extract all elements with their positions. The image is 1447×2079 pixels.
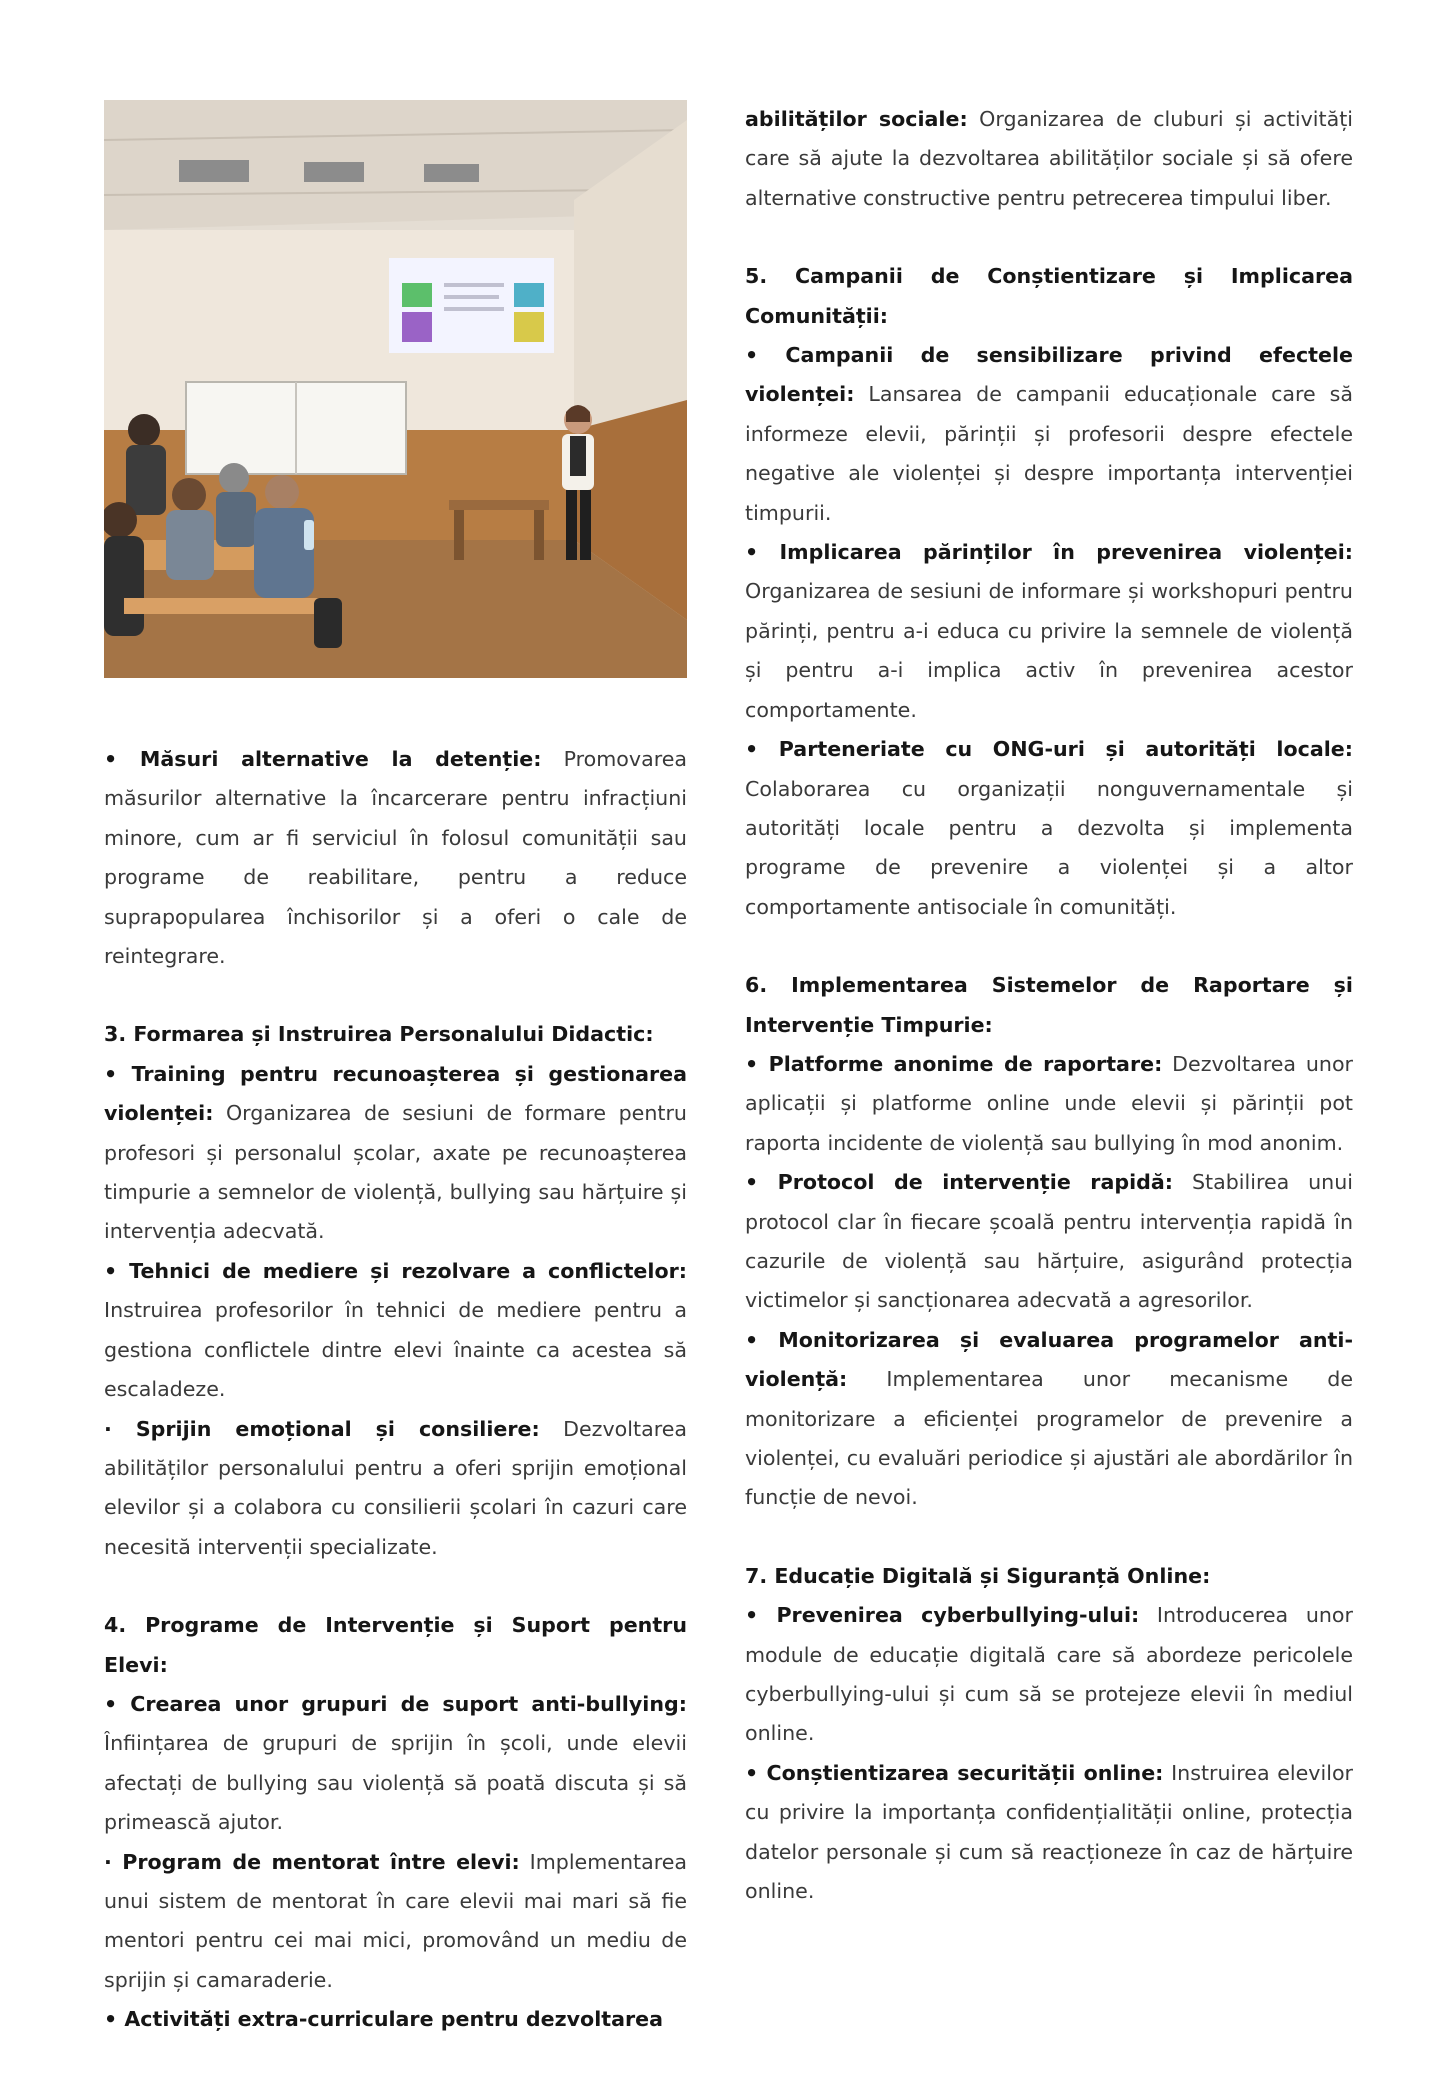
section-3 bbox=[104, 1015, 687, 1567]
item-lead: • Monitorizarea și evaluarea programelor anti-violență: bbox=[745, 1327, 1353, 1392]
left-column bbox=[104, 100, 687, 2079]
right-column bbox=[745, 100, 1353, 1950]
item-lead: · Sprijin emoțional și consiliere: bbox=[104, 1416, 540, 1441]
item-text: Organizarea de sesiuni de formare pentru profesori și personalul școlar, axate pe recunoașterea timpurie a semnelor de violență, bullying sau hărțuire și intervenția adecvată. bbox=[104, 1101, 687, 1244]
item-text: Instruirea profesorilor în tehnici de mediere pentru a gestiona conflictele dintre elevi înainte ca acestea să escaladeze. bbox=[104, 1298, 687, 1402]
item-text: Promovarea măsurilor alternative la încarcerare pentru infracțiuni minore, cum ar fi serviciul în folosul comunității sau programe de reabilitare, pentru a reduce suprapopularea închisorilor și a oferi o cale de reintegrare. bbox=[104, 747, 688, 969]
item-lead: • Tehnici de mediere și rezolvare a conflictelor: bbox=[104, 1258, 687, 1283]
list-item bbox=[745, 1321, 1353, 1518]
list-item bbox=[745, 1163, 1353, 1321]
social-skills-continuation bbox=[745, 100, 1353, 218]
section-5 bbox=[745, 257, 1353, 927]
item-text: Dezvoltarea unor aplicații și platforme online unde elevii și părinții pot raporta incidente de violență sau bullying în mod anonim. bbox=[745, 1051, 1354, 1155]
item-text: Dezvoltarea abilităților personalului pentru a oferi sprijin emoțional elevilor și a colabora cu consilierii școlari în cazuri care necesită intervenții specializate. bbox=[104, 1416, 688, 1559]
photo-illustration bbox=[104, 100, 687, 678]
section-heading: 6. Implementarea Sistemelor de Raportare și Intervenție Timpurie: bbox=[745, 973, 1353, 1037]
list-item bbox=[745, 336, 1353, 533]
list-item bbox=[104, 1055, 687, 1252]
item-lead: • Crearea unor grupuri de suport anti-bullying: bbox=[104, 1691, 687, 1716]
item-text: Colaborarea cu organizații nonguvernamentale și autorități locale pentru a dezvolta și implementa programe de prevenire a violenței și a altor comportamente antisociale în comunități. bbox=[745, 776, 1353, 919]
item-lead: • Campanii de sensibilizare privind efectele violenței: bbox=[745, 343, 1353, 407]
item-lead: • Implicarea părinților în prevenirea violenței: bbox=[745, 540, 1353, 565]
item-lead: • Protocol de intervenție rapidă: bbox=[745, 1170, 1174, 1195]
alternative-measures-block bbox=[104, 740, 687, 976]
section-6 bbox=[745, 966, 1353, 1518]
section-heading: 5. Campanii de Conștientizare și Implicarea Comunității: bbox=[745, 264, 1353, 328]
list-item bbox=[104, 1410, 687, 1568]
list-item bbox=[104, 1252, 687, 1410]
item-text: Lansarea de campanii educaționale care să informeze elevii, părinții și profesorii despre efectele negative ale violenței și despre importanța intervenției timpurii. bbox=[745, 382, 1354, 525]
list-item bbox=[745, 1754, 1353, 1912]
item-lead: • Platforme anonime de raportare: bbox=[745, 1051, 1163, 1076]
item-lead: abilităților sociale: bbox=[745, 107, 968, 131]
section-4 bbox=[104, 1606, 687, 2039]
item-text: Organizarea de sesiuni de informare și workshopuri pentru părinți, pentru a-i educa cu privire la semnele de violență și pentru a-i implica activ în prevenirea acestor comportamente. bbox=[745, 579, 1353, 722]
item-lead: • Măsuri alternative la detenție: bbox=[104, 747, 542, 771]
list-item bbox=[745, 1045, 1353, 1163]
item-lead: • Prevenirea cyberbullying-ului: bbox=[745, 1603, 1140, 1628]
list-item bbox=[104, 1685, 687, 1843]
section-heading: 4. Programe de Intervenție și Suport pentru Elevi: bbox=[104, 1613, 687, 1677]
classroom-presentation-photo bbox=[104, 100, 687, 678]
item-lead: • Conștientizarea securității online: bbox=[745, 1760, 1164, 1785]
section-7 bbox=[745, 1557, 1353, 1912]
item-text: Stabilirea unui protocol clar în fiecare școală pentru intervenția rapidă în cazurile de violență sau hărțuire, asigurând protecția victimelor și sancționarea adecvată a agresorilor. bbox=[745, 1170, 1354, 1313]
section-heading: 7. Educație Digitală și Siguranță Online: bbox=[745, 1563, 1211, 1588]
item-lead: • Training pentru recunoașterea și gestionarea violenței: bbox=[104, 1061, 687, 1126]
item-text: Implementarea unui sistem de mentorat în care elevii mai mari să fie mentori pentru cei mai mici, promovând un mediu de sprijin și camaraderie. bbox=[104, 1849, 688, 1992]
list-item bbox=[745, 1596, 1353, 1754]
list-item bbox=[104, 2000, 687, 2039]
item-text: Instruirea elevilor cu privire la importanța confidențialității online, protecția datelor personale și cum să reacționeze în caz de hărțuire online. bbox=[745, 1760, 1354, 1904]
item-text: Implementarea unor mecanisme de monitorizare a eficienței programelor de prevenire a violenței, cu evaluări periodice și ajustări ale abordărilor în funcție de nevoi. bbox=[745, 1367, 1353, 1510]
list-item bbox=[104, 1843, 687, 2001]
item-text: Introducerea unor module de educație digitală care să abordeze pericolele cyberbullying-ului și cum să se protejeze elevii în mediul online. bbox=[745, 1603, 1354, 1746]
item-text: Înființarea de grupuri de sprijin în școli, unde elevii afectați de bullying sau violență să poată discuta și să primească ajutor. bbox=[104, 1731, 687, 1835]
list-item bbox=[745, 533, 1353, 730]
list-item bbox=[745, 730, 1353, 927]
item-lead: · Program de mentorat între elevi: bbox=[104, 1849, 520, 1874]
item-lead: • Activități extra-curriculare pentru dezvoltarea bbox=[104, 2007, 664, 2032]
item-lead: • Parteneriate cu ONG-uri și autorități locale: bbox=[745, 737, 1353, 762]
item-text: Organizarea de cluburi și activități care să ajute la dezvoltarea abilităților sociale și să ofere alternative constructive pentru petrecerea timpului liber. bbox=[745, 107, 1354, 210]
section-heading: 3. Formarea și Instruirea Personalului Didactic: bbox=[104, 1022, 654, 1047]
